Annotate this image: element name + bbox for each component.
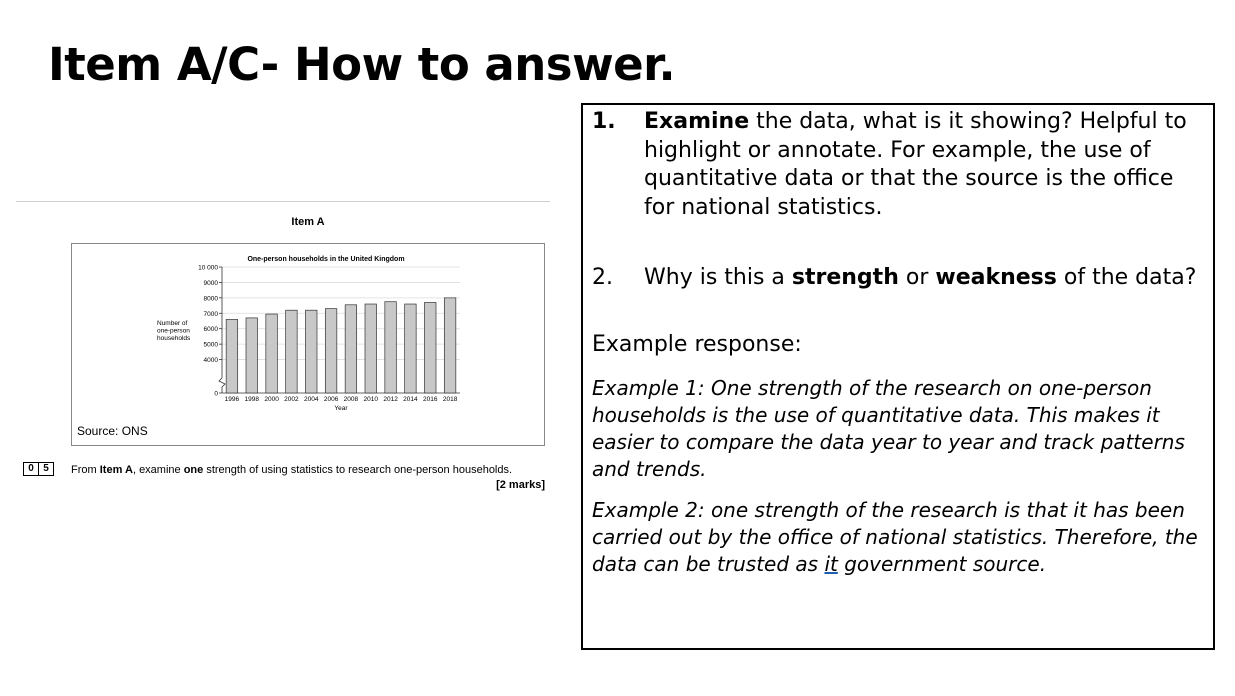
y-axis-label: one-person	[157, 327, 190, 335]
step-2-c: of the data?	[1056, 265, 1197, 290]
x-tick-label: 2016	[423, 396, 438, 403]
x-tick-label: 2002	[284, 396, 299, 403]
y-tick-label: 9000	[203, 279, 218, 287]
x-axis-label: Year	[334, 405, 348, 412]
question-suffix: strength of using statistics to research one-person households.	[203, 464, 513, 476]
step-1-text	[644, 108, 1210, 222]
y-tick-label: 8000	[203, 295, 218, 303]
marks-label: [2 marks]	[496, 479, 545, 491]
x-tick-label: 2000	[264, 396, 279, 403]
bar	[286, 310, 298, 393]
bar	[424, 302, 436, 393]
axis-break	[219, 378, 225, 393]
question-one: one	[183, 464, 204, 476]
step-1-bold: Examine	[644, 109, 750, 134]
bar-chart	[72, 244, 544, 445]
step-2-number: 2.	[592, 265, 613, 290]
y-tick-label: 4000	[203, 357, 218, 365]
y-axis-label: Number of	[157, 320, 188, 327]
source-label: Source: ONS	[77, 424, 148, 438]
bar	[345, 305, 357, 393]
step-2-b: or	[898, 265, 936, 290]
question-item: Item A	[99, 464, 133, 476]
y-tick-label: 7000	[203, 310, 218, 318]
x-tick-label: 2014	[403, 396, 418, 403]
item-heading: Item A	[291, 216, 325, 228]
bar	[444, 298, 456, 393]
bar	[305, 310, 317, 393]
chart-title: One-person households in the United Kingdom	[247, 256, 405, 263]
y-tick-label: 6000	[203, 326, 218, 334]
answer-guide-box	[581, 103, 1215, 650]
chart-frame	[71, 243, 545, 446]
x-tick-label: 1998	[244, 396, 259, 403]
bar	[325, 309, 337, 393]
question-number-digit: 0	[23, 462, 39, 476]
bar	[246, 318, 258, 393]
question-mid: , examine	[132, 464, 184, 476]
bar	[266, 314, 278, 393]
question-number-digit: 5	[38, 462, 54, 476]
step-2-a: Why is this a	[644, 265, 792, 290]
bar	[405, 304, 417, 393]
step-2-weakness: weakness	[935, 265, 1057, 290]
step-2-text	[644, 264, 1210, 293]
y-tick-label: 0	[214, 390, 218, 398]
y-axis-label: households	[157, 335, 191, 342]
x-tick-label: 2012	[383, 396, 398, 403]
x-tick-label: 1996	[224, 396, 240, 403]
example-2-a: Example 2: one strength of the research is that it has been carried out by the office of national statistics. Therefore, the data can be trusted as	[592, 498, 1198, 576]
y-tick-label: 5000	[203, 341, 218, 349]
example-2-underlined-word: it	[824, 552, 838, 576]
question-prefix: From	[71, 464, 100, 476]
x-tick-label: 2006	[323, 396, 339, 403]
example-2-b: government source.	[837, 552, 1047, 576]
question-text	[71, 464, 512, 476]
bar	[385, 302, 397, 393]
question-number	[23, 462, 53, 476]
example-2	[592, 497, 1208, 578]
x-tick-label: 2004	[304, 396, 319, 403]
divider-line	[16, 201, 550, 202]
example-response-label: Example response:	[592, 332, 802, 357]
x-tick-label: 2018	[442, 396, 458, 403]
x-tick-label: 2010	[363, 396, 378, 403]
step-1-rest: the data, what is it showing? Helpful to highlight or annotate. For example, the use of quantitative data or that the source is the office for national statistics.	[644, 109, 1187, 220]
example-1: Example 1: One strength of the research on one-person households is the use of quantitative data. This makes it easier to compare the data year to year and track patterns and trends.	[592, 376, 1185, 481]
bar	[365, 304, 377, 393]
bar	[226, 319, 238, 393]
x-tick-label: 2008	[343, 396, 359, 403]
step-2-strength: strength	[791, 265, 899, 290]
slide-title: Item A/C- How to answer.	[48, 38, 676, 91]
y-tick-label: 10 000	[198, 264, 218, 272]
step-1-number: 1.	[592, 109, 616, 134]
